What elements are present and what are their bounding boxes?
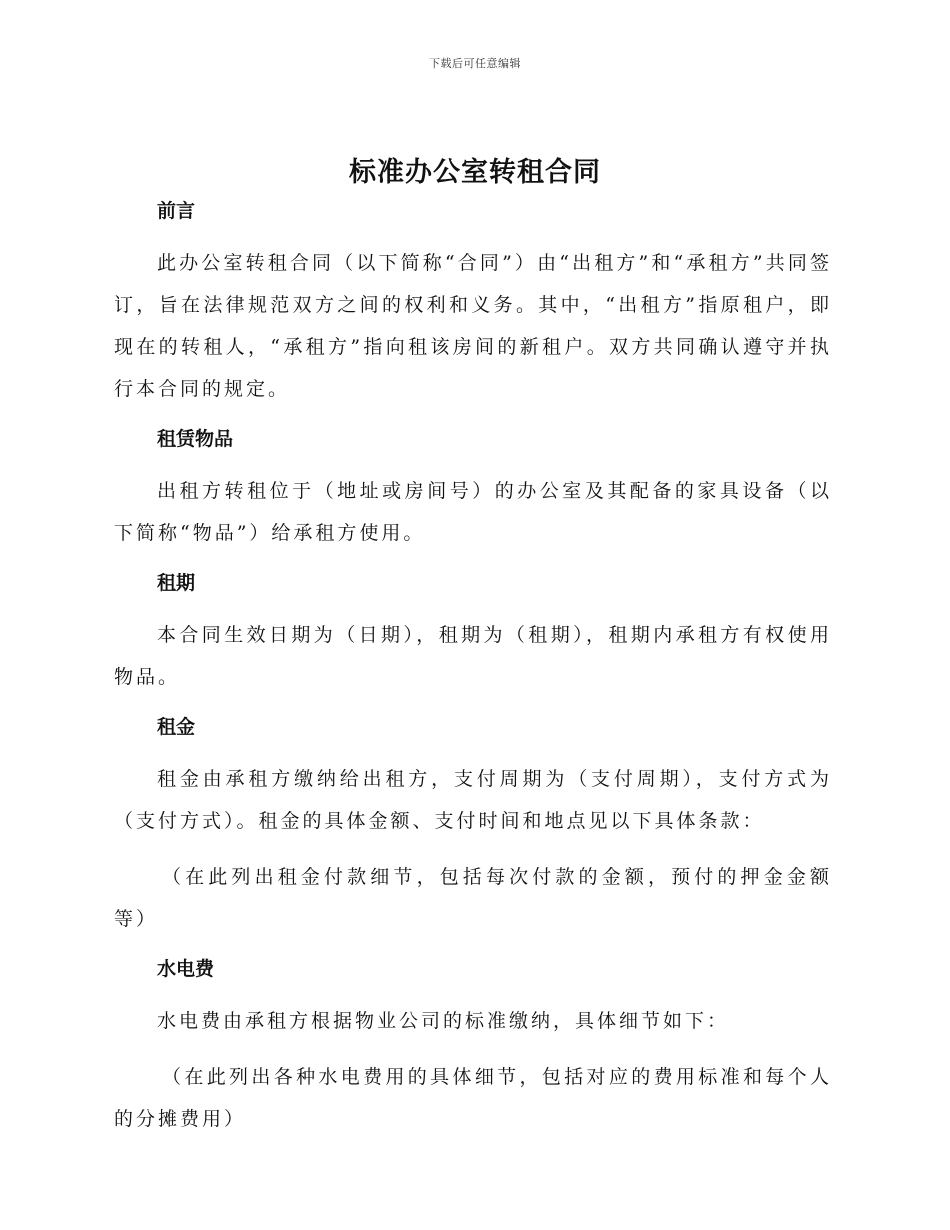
document-body — [114, 196, 832, 1154]
section-heading: 水电费 — [157, 958, 215, 980]
section-heading: 租金 — [157, 716, 196, 738]
document-title: 标准办公室转租合同 — [349, 157, 601, 188]
section-heading: 租期 — [157, 572, 196, 594]
section-paragraph: 租金由承租方缴纳给出租方，支付周期为（支付周期），支付方式为（支付方式）。租金的具体金额、支付时间和地点见以下具体条款： — [114, 768, 832, 832]
section-heading: 前言 — [157, 200, 196, 222]
section-paragraph: 本合同生效日期为（日期），租期为（租期），租期内承租方有权使用物品。 — [114, 624, 832, 688]
section-rent — [114, 712, 832, 940]
section-paragraph-detail: （在此列出租金付款细节，包括每次付款的金额，预付的押金金额等） — [114, 866, 832, 930]
section-lease-term — [114, 568, 832, 698]
section-leased-items — [114, 424, 832, 554]
section-paragraph: 出租方转租位于（地址或房间号）的办公室及其配备的家具设备（以下简称“物品”）给承租方使用。 — [114, 480, 832, 544]
section-heading: 租赁物品 — [157, 428, 234, 450]
header-note: 下载后可任意编辑 — [429, 57, 521, 70]
section-preface — [114, 196, 832, 410]
section-paragraph: 此办公室转租合同（以下简称“合同”）由“出租方”和“承租方”共同签订，旨在法律规范双方之间的权利和义务。其中，“出租方”指原租户，即现在的转租人，“承租方”指向租该房间的新租户。双方共同确认遵守并执行本合同的规定。 — [114, 252, 832, 400]
section-paragraph-detail: （在此列出各种水电费用的具体细节，包括对应的费用标准和每个人的分摊费用） — [114, 1066, 832, 1130]
section-paragraph: 水电费由承租方根据物业公司的标准缴纳，具体细节如下： — [157, 1010, 730, 1032]
section-utilities — [114, 954, 832, 1140]
